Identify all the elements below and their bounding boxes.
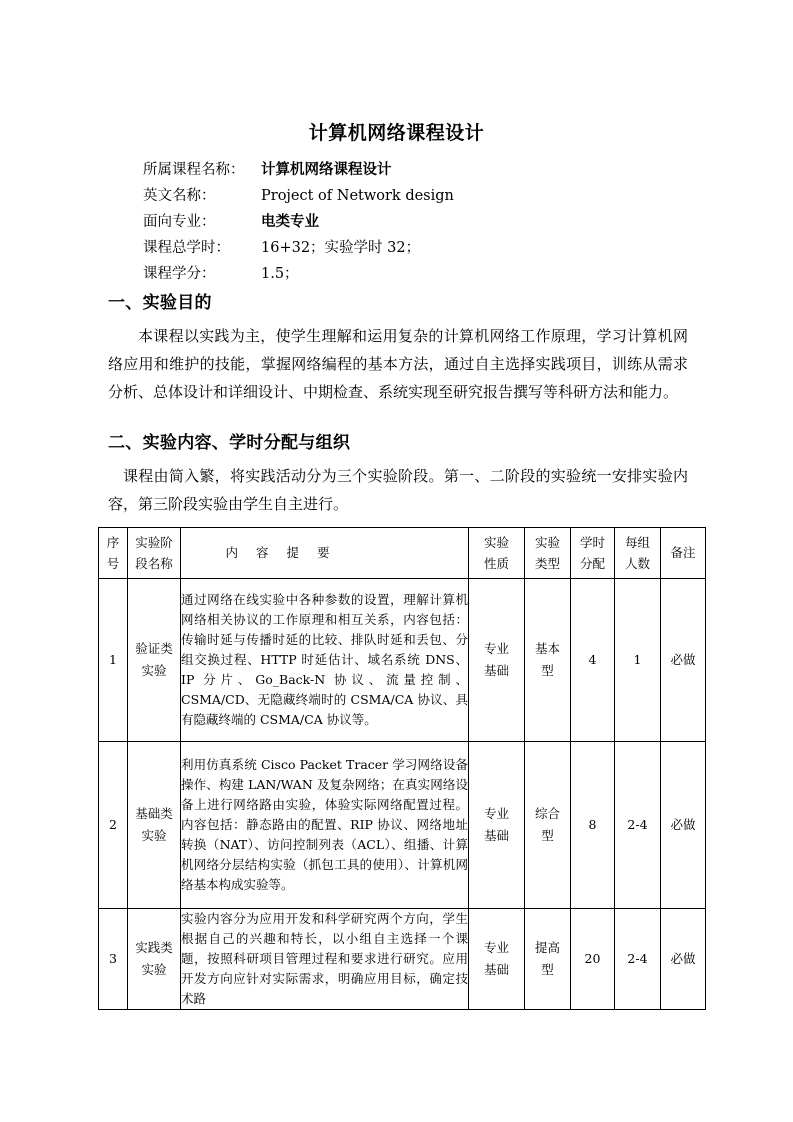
cell-nature: 专业 基础 (469, 909, 525, 1010)
metadata-label: 英文名称： (143, 188, 216, 204)
section-paragraph-1: 本课程以实践为主，使学生理解和运用复杂的计算机网络工作原理，学习计算机网络应用和维护的技能，掌握网络编程的基本方法，通过自主选择实践项目，训练从需求分析、总体设计和详细设计、中期检查、系统实现至研究报告撰写等科研方法和能力。 (108, 327, 688, 401)
metadata-label: 课程学分： (143, 266, 216, 282)
metadata-value: 计算机网络课程设计 (261, 161, 392, 178)
column-header-hours: 学时 分配 (571, 528, 615, 579)
cell-nature: 专业 基础 (469, 742, 525, 909)
table-row (99, 909, 706, 1010)
cell-group-size: 1 (615, 579, 661, 742)
metadata-value: 电类专业 (261, 213, 319, 230)
metadata-row (143, 236, 703, 262)
cell-type: 基本 型 (525, 579, 571, 742)
metadata-value: 1.5； (261, 266, 299, 282)
cell-remark: 必做 (661, 579, 706, 742)
column-header-group-size: 每组 人数 (615, 528, 661, 579)
cell-no: 2 (99, 742, 128, 909)
metadata-row (143, 184, 703, 210)
column-header-type: 实验 类型 (525, 528, 571, 579)
cell-hours: 4 (571, 579, 615, 742)
course-metadata (143, 158, 703, 288)
metadata-value: Project of Network design (261, 188, 454, 204)
cell-no: 1 (99, 579, 128, 742)
cell-remark: 必做 (661, 909, 706, 1010)
table-row (99, 742, 706, 909)
cell-content-summary: 通过网络在线实验中各种参数的设置，理解计算机网络相关协议的工作原理和相互关系，内容包括：传输时延与传播时延的比较、排队时延和丢包、分组交换过程、HTTP 时延估计、域名系统 DNS、IP 分片、Go_Back-N 协议、流量控制、CSMA/CD、无隐藏终端时的 CSMA/CA 协议、具有隐藏终端的 CSMA/CA 协议等。 (181, 579, 469, 742)
metadata-value: 16+32；实验学时 32； (261, 240, 421, 256)
metadata-row (143, 158, 703, 184)
cell-stage-name: 验证类 实验 (128, 579, 181, 742)
metadata-label: 面向专业： (143, 214, 216, 230)
section-heading-2: 二、实验内容、学时分配与组织 (108, 433, 351, 453)
cell-remark: 必做 (661, 742, 706, 909)
cell-content-summary: 利用仿真系统 Cisco Packet Tracer 学习网络设备操作、构建 LAN/WAN 及复杂网络；在真实网络设备上进行网络路由实验，体验实际网络配置过程。内容包括：静态路由的配置、RIP 协议、网络地址转换（NAT）、访问控制列表（ACL）、组播、计算机网络分层结构实验（抓包工具的使用）、计算机网络基本构成实验等。 (181, 742, 469, 909)
cell-group-size: 2-4 (615, 742, 661, 909)
column-header-content-summary: 内 容 提 要 (181, 528, 469, 579)
column-header-stage-name: 实验阶 段名称 (128, 528, 181, 579)
cell-hours: 20 (571, 909, 615, 1010)
metadata-label: 课程总学时： (143, 240, 230, 256)
cell-no: 3 (99, 909, 128, 1010)
column-header-remark: 备注 (661, 528, 706, 579)
cell-stage-name: 基础类 实验 (128, 742, 181, 909)
cell-stage-name: 实践类 实验 (128, 909, 181, 1010)
table-row (99, 579, 706, 742)
cell-content-summary: 实验内容分为应用开发和科学研究两个方向，学生根据自己的兴趣和特长，以小组自主选择一个课题，按照科研项目管理过程和要求进行研究。应用开发方向应针对实际需求，明确应用目标，确定技术路 (181, 909, 469, 1010)
section-heading-1: 一、实验目的 (108, 293, 212, 313)
table-header-row (99, 528, 706, 579)
metadata-label: 所属课程名称： (143, 162, 245, 178)
section-paragraph-2: 课程由简入繁，将实践活动分为三个实验阶段。第一、二阶段的实验统一安排实验内容，第三阶段实验由学生自主进行。 (108, 467, 688, 513)
metadata-row (143, 210, 703, 236)
cell-nature: 专业 基础 (469, 579, 525, 742)
metadata-row (143, 262, 703, 288)
page-title: 计算机网络课程设计 (308, 122, 485, 144)
column-header-nature: 实验 性质 (469, 528, 525, 579)
cell-type: 提高 型 (525, 909, 571, 1010)
cell-type: 综合 型 (525, 742, 571, 909)
cell-hours: 8 (571, 742, 615, 909)
column-header-no: 序 号 (99, 528, 128, 579)
cell-group-size: 2-4 (615, 909, 661, 1010)
experiment-schedule-table (98, 527, 706, 1010)
